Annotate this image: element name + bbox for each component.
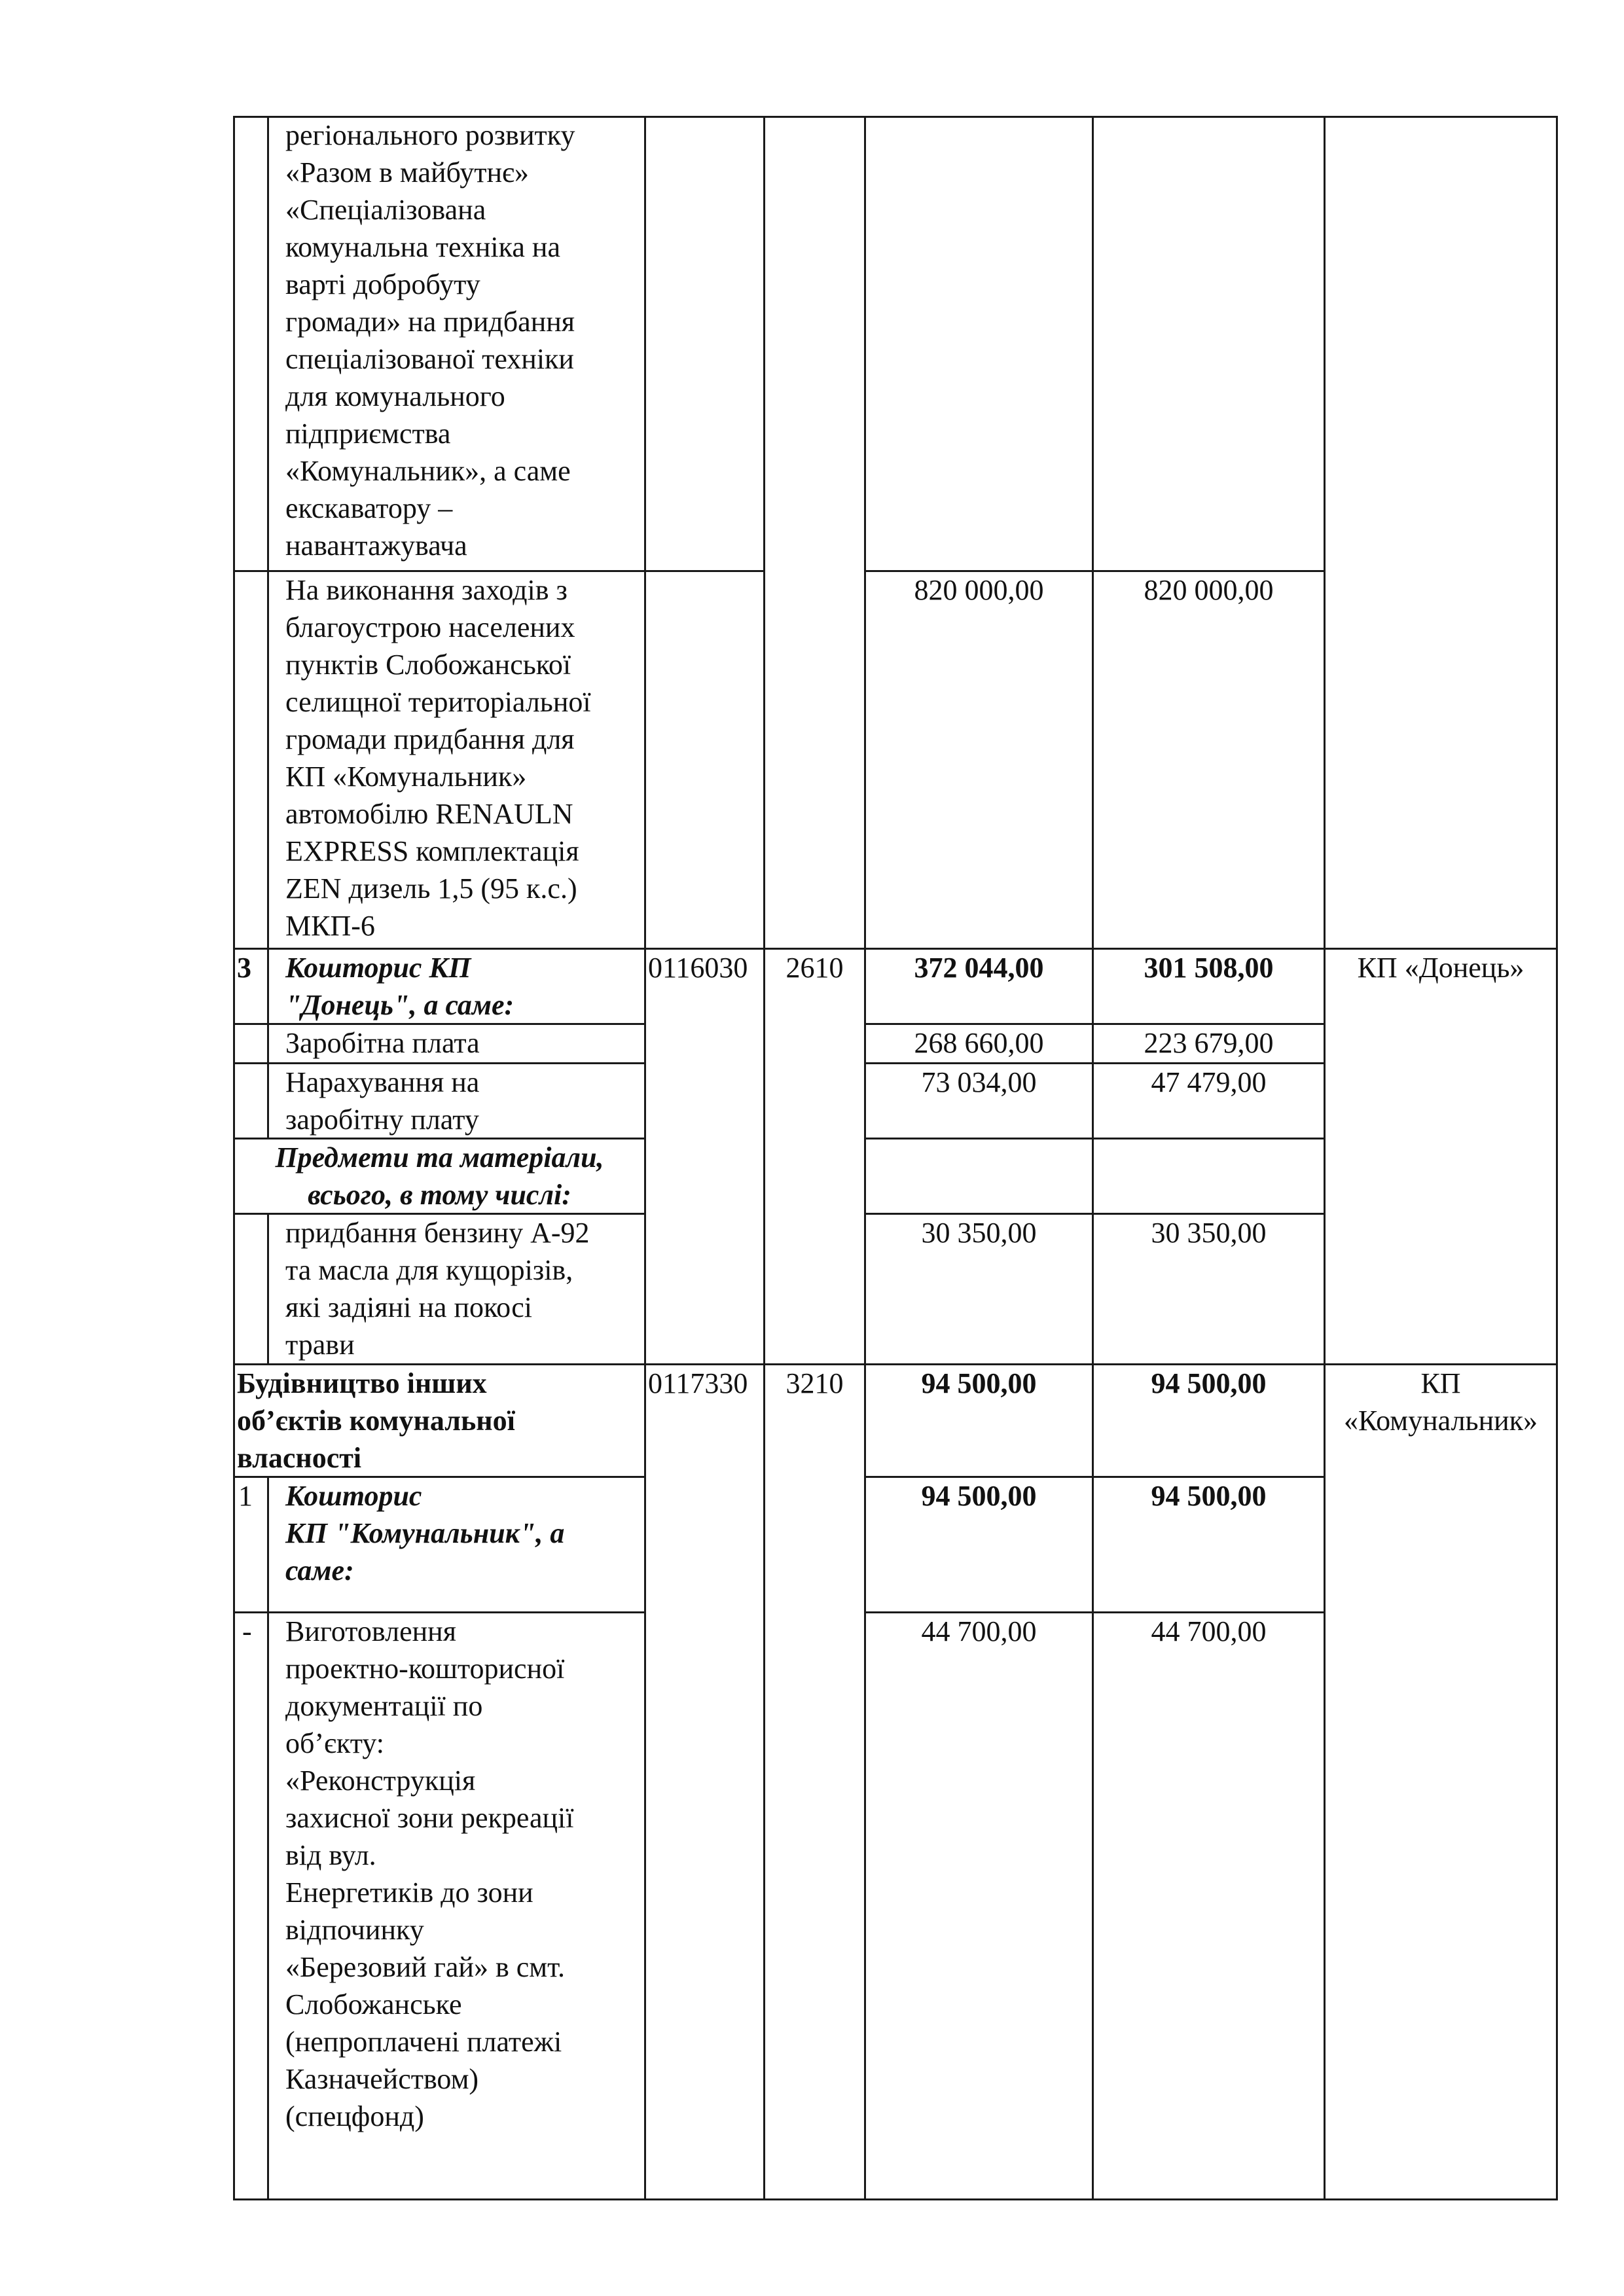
- column-border: [1556, 116, 1558, 2200]
- amount-cell: 44 700,00: [1151, 1615, 1267, 1647]
- row-description: Кошторис КП "Донець", а саме:: [285, 952, 514, 1021]
- executor-cell: КП «Комунальник»: [1343, 1367, 1538, 1437]
- row-description: Виготовлення проектно-кошторисної документації по об’єкту: «Реконструкція захисної зони рекреації від вул. Енергетиків до зони відпочинку «Березовий гай» в смт. Слобожанське (непроплачені платежі Казначейством) (спецфонд): [285, 1615, 574, 2132]
- amount-cell: 94 500,00: [921, 1367, 1037, 1399]
- amount-cell: 73 034,00: [921, 1066, 1037, 1098]
- row-description: Нарахування на заробітну плату: [285, 1066, 480, 1136]
- row-number: 3: [237, 952, 251, 984]
- amount-cell: 820 000,00: [1144, 574, 1274, 606]
- row-description: Предмети та матеріали, всього, в тому числі:: [275, 1141, 604, 1211]
- row-border: [233, 2198, 1558, 2200]
- row-description: регіонального розвитку «Разом в майбутнє» «Спеціалізована комунальна техніка на варті добробуту громади» на придбання спеціалізованої техніки для комунального підприємства «Комунальник», а саме екскаватору – навантажувача: [285, 119, 575, 562]
- amount-cell: 820 000,00: [914, 574, 1044, 606]
- amount-cell: 44 700,00: [921, 1615, 1037, 1647]
- amount-cell: 94 500,00: [1151, 1367, 1267, 1399]
- column-border: [267, 116, 269, 1138]
- column-border: [763, 116, 765, 2200]
- amount-cell: 30 350,00: [921, 1217, 1037, 1249]
- amount-cell: 372 044,00: [914, 952, 1044, 984]
- amount-cell: 30 350,00: [1151, 1217, 1267, 1249]
- row-description: Кошторис КП "Комунальник", а саме:: [285, 1480, 565, 1587]
- kekv-code-cell: 3210: [785, 1367, 844, 1399]
- amount-cell: 47 479,00: [1151, 1066, 1267, 1098]
- row-number: -: [242, 1615, 252, 1647]
- amount-cell: 268 660,00: [914, 1027, 1044, 1059]
- column-border: [1324, 116, 1326, 2200]
- executor-cell: КП «Донець»: [1357, 952, 1525, 984]
- column-border: [267, 1476, 269, 2200]
- amount-cell: 94 500,00: [921, 1480, 1037, 1512]
- amount-cell: 223 679,00: [1144, 1027, 1274, 1059]
- column-border: [864, 116, 866, 2200]
- amount-cell: 94 500,00: [1151, 1480, 1267, 1512]
- amount-cell: 301 508,00: [1144, 952, 1274, 984]
- row-number: 1: [238, 1480, 253, 1512]
- row-description: придбання бензину А-92 та масла для кущорізів, які задіяні на покосі трави: [285, 1217, 590, 1361]
- program-code-cell: 0116030: [648, 952, 748, 984]
- row-description: На виконання заходів з благоустрою населених пунктів Слобожанської селищної територіальної громади придбання для КП «Комунальник» автомобілю RENAULN EXPRESS комплектація ZEN дизель 1,5 (95 к.с.) МКП-6: [285, 574, 591, 942]
- column-border: [267, 1213, 269, 1363]
- row-description: Заробітна плата: [285, 1027, 480, 1059]
- row-border: [864, 1138, 1325, 1139]
- kekv-code-cell: 2610: [785, 952, 844, 984]
- program-code-cell: 0117330: [648, 1367, 748, 1399]
- section-title: Будівництво інших об’єктів комунальної власності: [237, 1367, 515, 1474]
- column-border: [644, 116, 646, 2200]
- column-border: [1092, 116, 1094, 2200]
